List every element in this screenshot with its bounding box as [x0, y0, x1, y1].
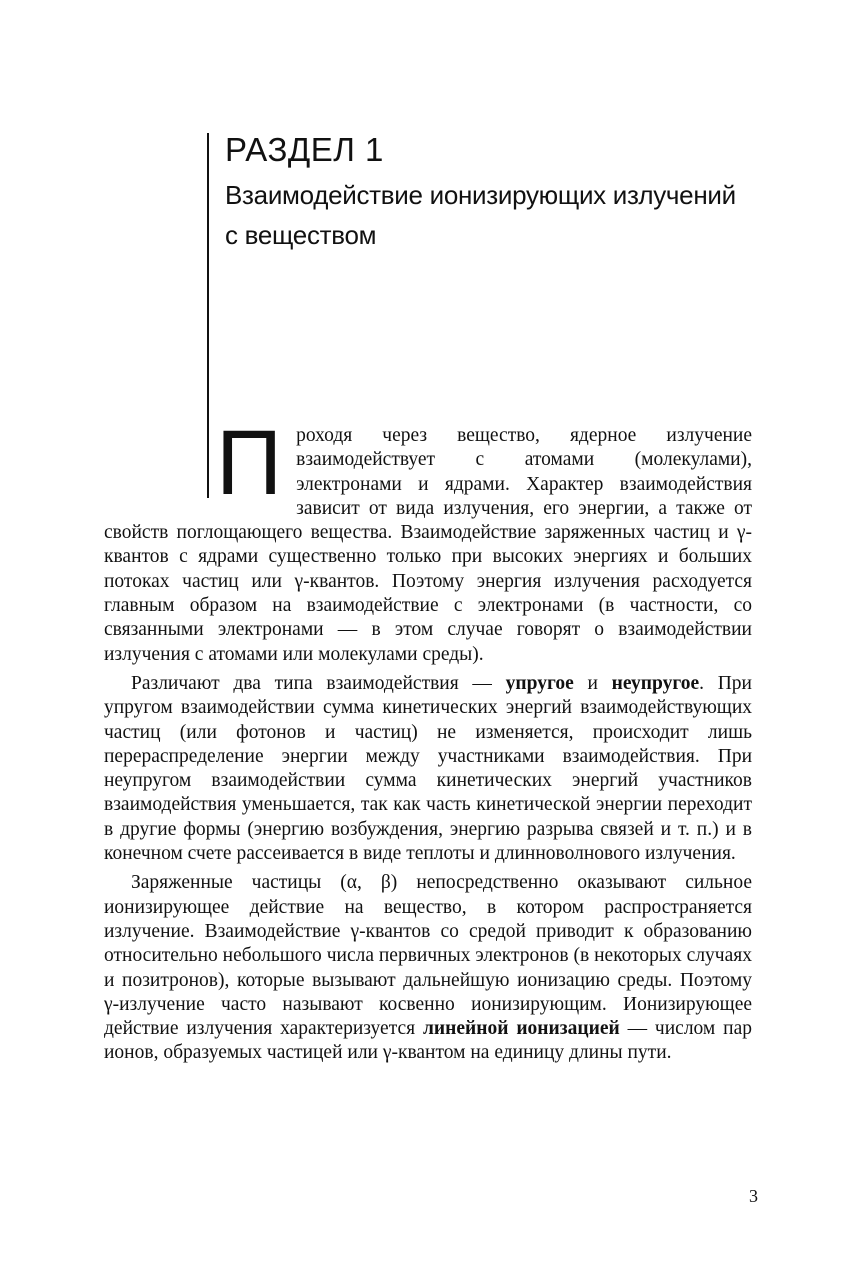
paragraph-3-part-1: Заряженные частицы (α, β) непосредственно оказывают сильное ионизирующее действие на вещество, в котором распространяется излучение. Взаимодействие γ-квантов со средой приводит к образованию относительно небольшого числа первичных электронов (в некоторых случаях и позитронов), которые вызывают дальнейшую ионизацию среды. Поэтому γ-излучение часто называют косвенно ионизирующим. Ионизирующее действие излучения характеризуется	[104, 872, 752, 1040]
page-number: 3	[749, 1186, 758, 1206]
paragraph-3-part-2: — числом пар ионов, образуемых частицей или γ-квантом на единицу длины пути.	[104, 1018, 752, 1064]
paragraph-2-part-1: Различают два типа взаимодействия —	[131, 672, 506, 694]
term-elastic: упругое	[505, 672, 574, 694]
section-label: РАЗДЕЛ 1	[225, 131, 384, 168]
paragraph-3	[104, 871, 752, 1065]
paragraph-2	[104, 672, 752, 866]
paragraph-1	[104, 412, 752, 667]
paragraph-1-text: роходя через вещество, ядерное излучение взаимодействует с атомами (молекулами), электронами и ядрами. Характер взаимодействия зависит от вида излучения, его энергии, а также от свойств поглощающего вещества. Взаимодействие заряженных частиц и γ-квантов с ядрами существенно только при высоких энергиях и больших потоках частиц или γ-квантов. Поэтому энергия излучения расходуется главным образом на взаимодействие с электронами (в частности, со связанными электронами — в этом случае говорят о взаимодействии излучения с атомами или молекулами среды).	[104, 425, 752, 665]
paragraph-2-part-3: . При упругом взаимодействии сумма кинетических энергий взаимодействующих частиц (или фотонов и частиц) не изменяется, происходит лишь перераспределение энергии между участниками взаимодействия. При неупругом взаимодействии сумма кинетических энергий участников взаимодействия уменьшается, так как часть кинетической энергии переходит в другие формы (энергию возбуждения, энергию разрыва связей и т. п.) и в конечном счете рассеивается в виде теплоты и длинноволнового излучения.	[104, 672, 752, 865]
paragraph-2-part-2: и	[573, 672, 612, 694]
section-title-line-1: Взаимодействие ионизирующих излучений	[225, 180, 736, 210]
term-inelastic: неупругое	[611, 672, 700, 694]
section-title	[225, 175, 785, 255]
term-linear-ionization: линейной ионизацией	[422, 1018, 620, 1040]
section-title-line-2: с веществом	[225, 220, 377, 250]
body-text	[104, 412, 752, 1066]
drop-cap: П	[216, 412, 283, 514]
section-heading	[225, 128, 785, 255]
